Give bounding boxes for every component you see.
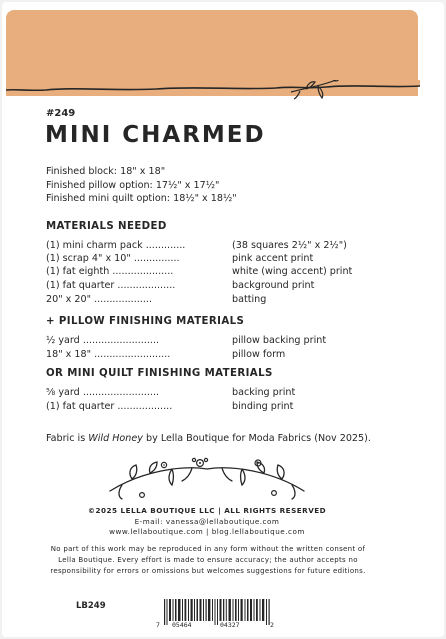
- material-desc: binding print: [232, 401, 294, 412]
- fabric-note-prefix: Fabric is: [46, 433, 89, 444]
- material-qty: ⅝ yard .........................: [46, 387, 160, 398]
- mini-quilt-row: [46, 387, 376, 400]
- pillow-row: [46, 349, 376, 362]
- material-desc: backing print: [232, 387, 296, 398]
- pillow-row: [46, 335, 376, 348]
- spec-block: Finished block: 18" x 18": [46, 166, 166, 177]
- page-title: MINI CHARMED: [45, 122, 266, 148]
- material-desc: (38 squares 2½" x 2½"): [232, 240, 347, 251]
- banner-torn-edge: [6, 80, 420, 110]
- spec-mini-quilt: Finished mini quilt option: 18½" x 18½": [46, 193, 237, 204]
- material-qty: 18" x 18" .........................: [46, 349, 171, 360]
- material-desc: pink accent print: [232, 253, 314, 264]
- spec-pillow: Finished pillow option: 17½" x 17½": [46, 179, 220, 191]
- floral-vine-icon: [102, 457, 312, 503]
- finished-sizes: [46, 165, 237, 206]
- material-desc: background print: [232, 280, 315, 291]
- material-desc: pillow backing print: [232, 335, 327, 346]
- material-qty: (1) fat quarter ..................: [46, 401, 173, 412]
- material-row: [46, 280, 376, 293]
- material-qty: (1) mini charm pack .............: [46, 240, 186, 251]
- pillow-heading: + PILLOW FINISHING MATERIALS: [46, 316, 245, 327]
- material-qty: 20" x 20" ...................: [46, 294, 153, 305]
- material-row: [46, 240, 376, 253]
- material-qty: (1) fat eighth ....................: [46, 266, 174, 277]
- website-line[interactable]: www.lellaboutique.com | blog.lellaboutique.com: [109, 527, 305, 536]
- material-row: [46, 266, 376, 279]
- barcode-digit-check: 2: [270, 621, 274, 629]
- material-desc: pillow form: [232, 349, 286, 360]
- barcode-digits-left: 05464: [172, 621, 192, 629]
- fabric-collection: Wild Honey: [88, 433, 143, 444]
- mini-quilt-heading: OR MINI QUILT FINISHING MATERIALS: [46, 368, 273, 379]
- barcode-digits-right: 04327: [220, 621, 240, 629]
- materials-heading: MATERIALS NEEDED: [46, 221, 167, 232]
- material-qty: (1) fat quarter ...................: [46, 280, 176, 291]
- pattern-card: [2, 2, 444, 637]
- material-row: [46, 253, 376, 266]
- material-qty: (1) scrap 4" x 10" ...............: [46, 253, 180, 264]
- fabric-note-suffix: by Lella Boutique for Moda Fabrics (Nov 2025).: [142, 433, 371, 444]
- mini-quilt-row: [46, 401, 376, 414]
- copyright-line: ©2025 LELLA BOUTIQUE LLC | ALL RIGHTS RESERVED: [87, 506, 327, 515]
- material-row: [46, 294, 376, 307]
- material-qty: ½ yard .........................: [46, 335, 160, 346]
- pattern-number: #249: [46, 108, 76, 119]
- sku-code: LB249: [76, 601, 106, 611]
- fabric-note: [46, 433, 371, 444]
- barcode-digit-lead: 7: [156, 621, 160, 629]
- email-line[interactable]: E-mail: vanessa@lellaboutique.com: [134, 517, 280, 526]
- material-desc: white (wing accent) print: [232, 266, 353, 277]
- material-desc: batting: [232, 294, 267, 305]
- disclaimer-text: No part of this work may be reproduced in any form without the written consent of Lella Boutique. Every effort is made to ensure accuracy; the author accepts no responsibility for errors or omissions but welcomes suggestions for future editions.: [50, 545, 366, 575]
